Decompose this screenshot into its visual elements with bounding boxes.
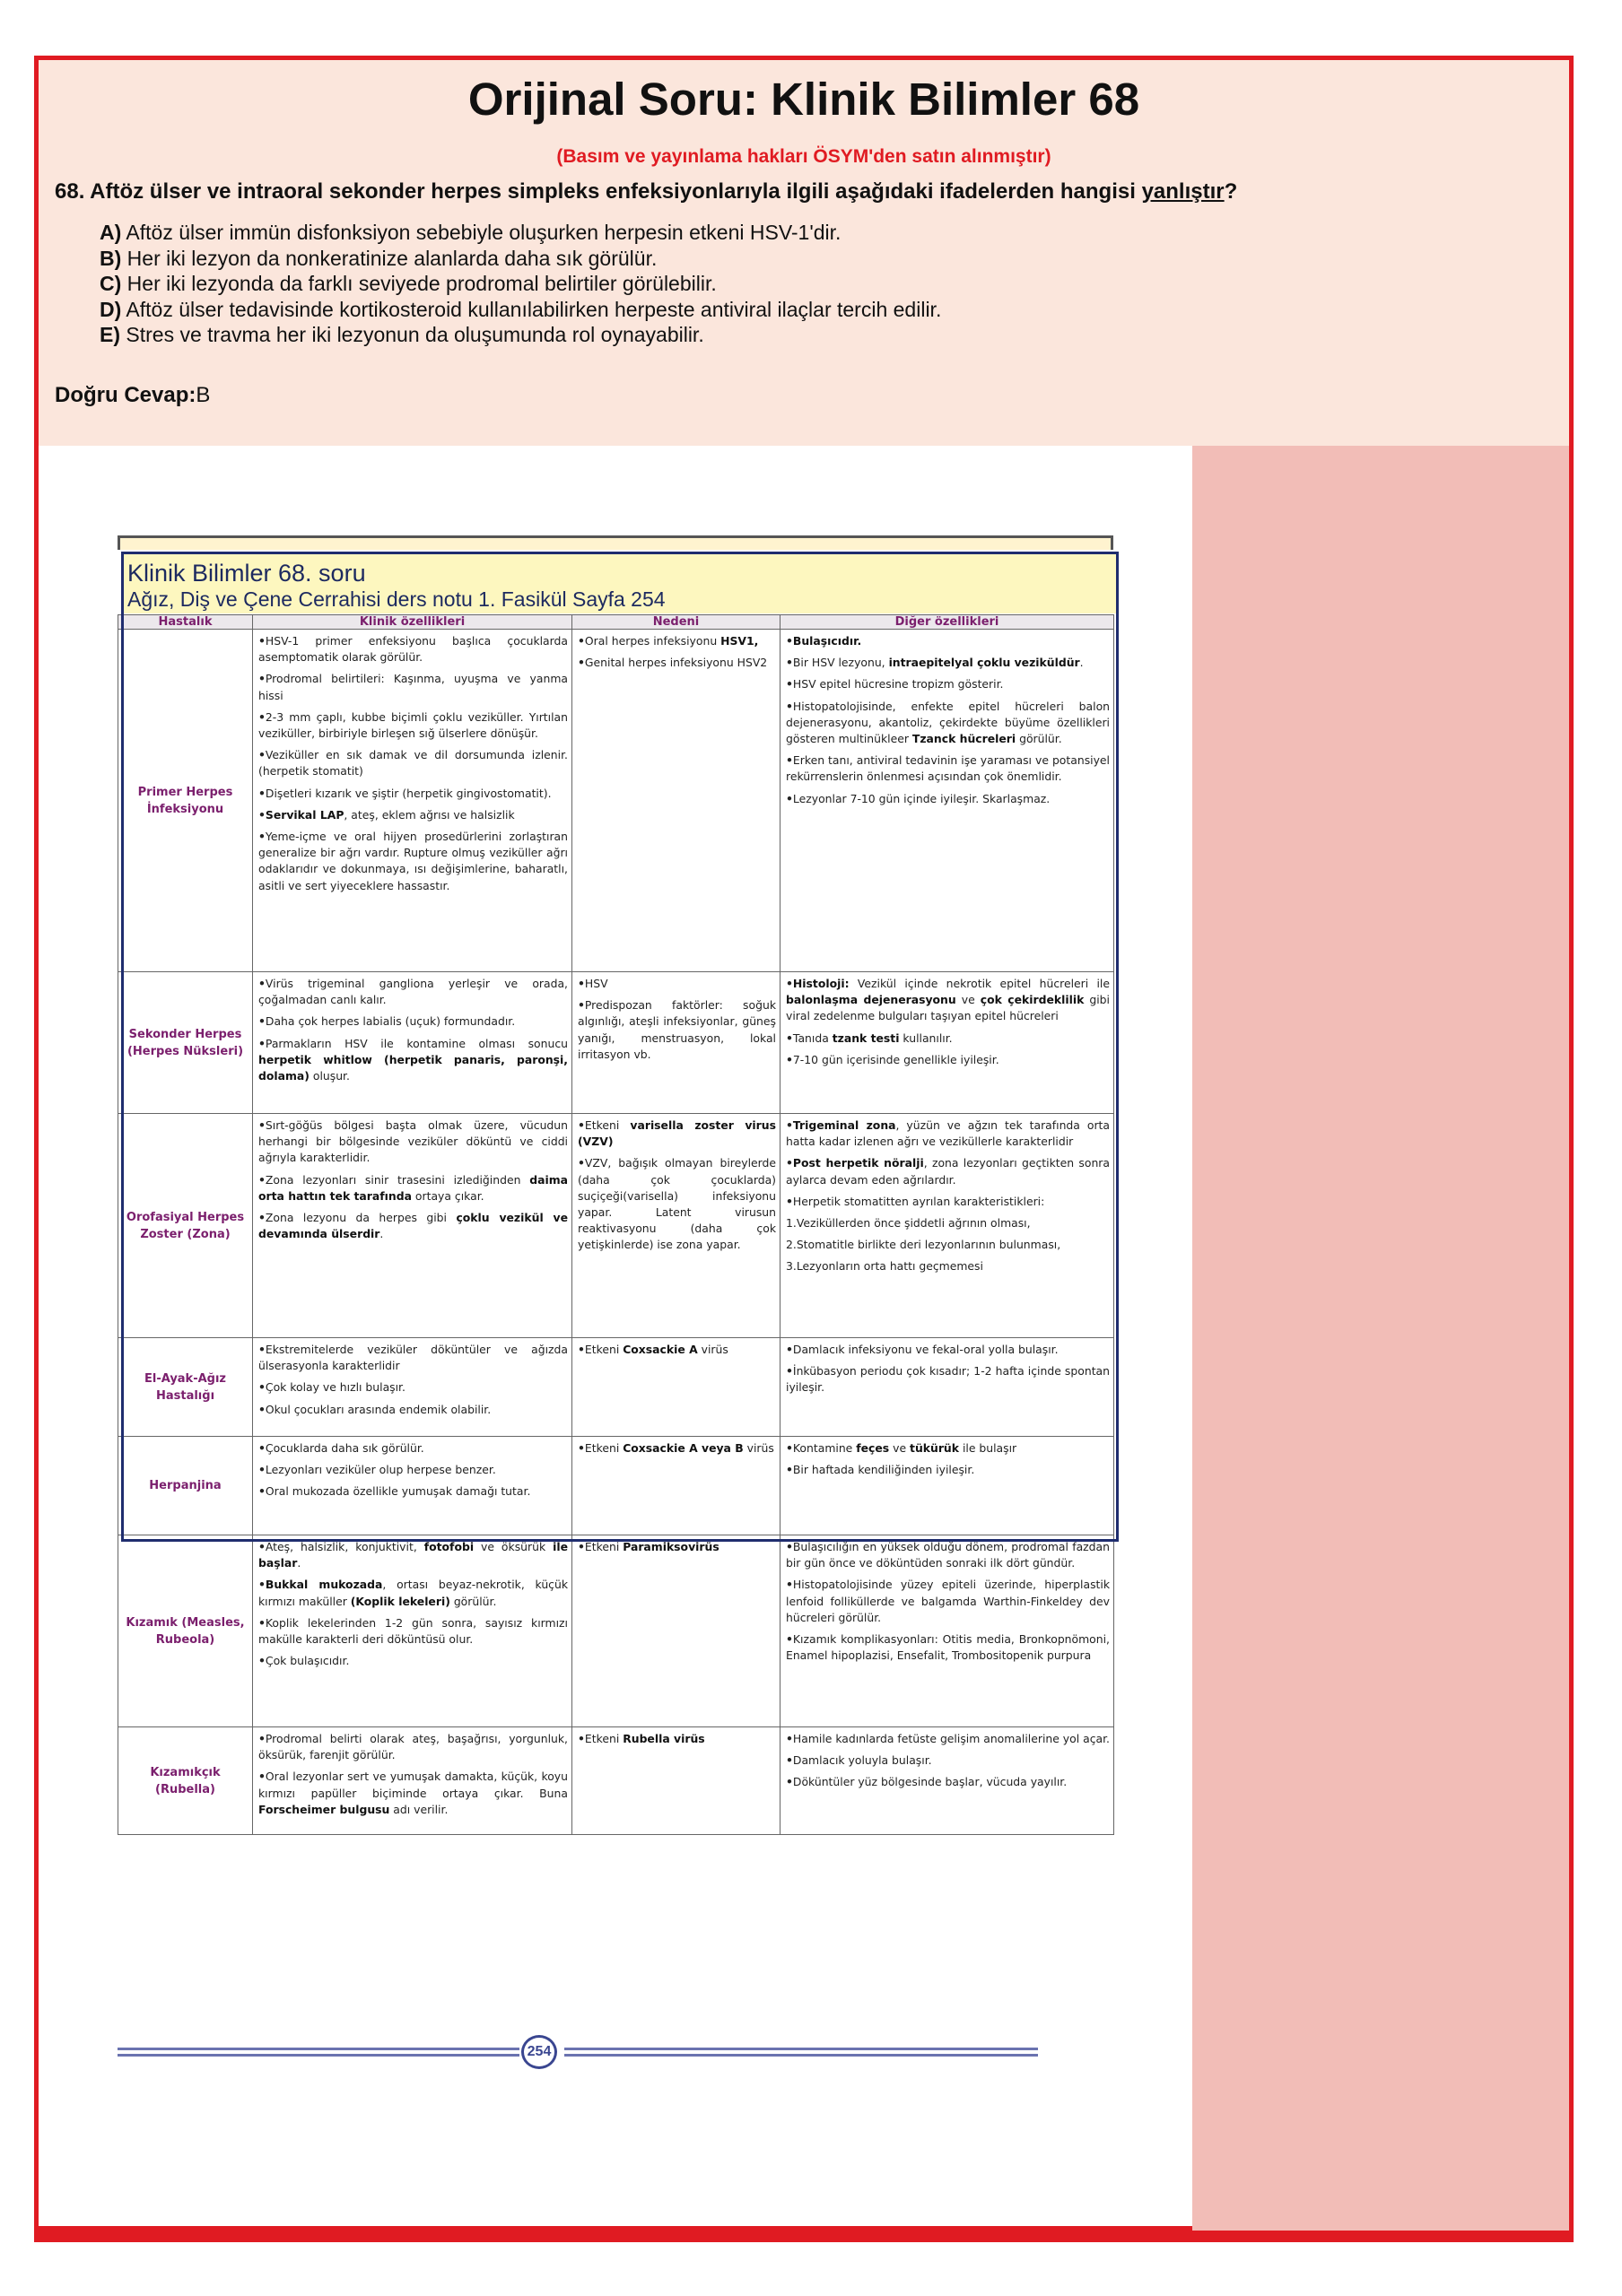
list-item: • Genital herpes infeksiyonu HSV2	[578, 655, 776, 671]
side-band	[1192, 446, 1569, 2231]
option-letter: E)	[100, 323, 120, 346]
list-item: • Veziküller en sık damak ve dil dorsumunda izlenir. (herpetik stomatit)	[258, 747, 568, 779]
list-item: • Tanıda tzank testi kullanılır.	[786, 1031, 1110, 1047]
page-frame	[34, 56, 1574, 2242]
column-header: Hastalık	[118, 615, 253, 630]
option-b	[100, 246, 1445, 272]
list-item: • Bukkal mukozada, ortası beyaz-nekrotik, küçük kırmızı maküller (Koplik lekeleri) görülür.	[258, 1577, 568, 1609]
textbook-excerpt	[118, 535, 1113, 2059]
page-number: 254	[521, 2035, 557, 2069]
option-letter: B)	[100, 246, 122, 270]
table-header-row	[118, 615, 1114, 630]
list-item: 3.Lezyonların orta hattı geçmemesi	[786, 1259, 983, 1274]
disease-name: Kızamık (Measles, Rubeola)	[118, 1535, 253, 1727]
option-letter: D)	[100, 297, 122, 321]
list-item: • Zona lezyonu da herpes gibi çoklu vezikül ve devamında ülserdir.	[258, 1210, 568, 1242]
list-item: • Herpetik stomatitten ayrılan karakteristikleri:	[786, 1194, 1110, 1210]
other-cell	[780, 1338, 1114, 1437]
list-item: • Daha çok herpes labialis (uçuk) formundadır.	[258, 1013, 568, 1030]
book-header-strip	[118, 535, 1113, 550]
page-number-bar	[118, 2035, 1113, 2071]
copyright-notice: (Basım ve yayınlama hakları ÖSYM'den satın alınmıştır)	[556, 146, 1051, 167]
option-text: Aftöz ülser tedavisinde kortikosteroid kullanılabilirken herpeste antiviral ilaçlar tercih edilir.	[121, 297, 942, 321]
page-title: Orijinal Soru: Klinik Bilimler 68	[467, 74, 1140, 125]
other-cell	[780, 1437, 1114, 1535]
page-rule-left	[118, 2048, 519, 2057]
disease-name: Orofasiyal Herpes Zoster (Zona)	[118, 1114, 253, 1338]
option-letter: C)	[100, 272, 122, 295]
list-item: • Damlacık yoluyla bulaşır.	[786, 1752, 1110, 1769]
list-item: • Ateş, halsizlik, konjuktivit, fotofobi ve öksürük ile başlar.	[258, 1539, 568, 1571]
list-item: 2.Stomatitle birlikte deri lezyonlarının bulunması,	[786, 1238, 1061, 1252]
list-item: • HSV epitel hücresine tropizm gösterir.	[786, 676, 1110, 692]
clinical-cell	[253, 1727, 572, 1835]
list-item: • Oral mukozada özellikle yumuşak damağı tutar.	[258, 1483, 568, 1500]
list-item: • Prodromal belirti olarak ateş, başağrısı, yorgunluk, öksürük, farenjit görülür.	[258, 1731, 568, 1763]
other-cell	[780, 630, 1114, 972]
list-item: 1.Veziküllerden önce şiddetli ağrının olması,	[786, 1216, 1031, 1231]
list-item: • Hamile kadınlarda fetüste gelişim anomalilerine yol açar.	[786, 1731, 1110, 1747]
clinical-cell	[253, 1535, 572, 1727]
list-item: • Bir haftada kendiliğinden iyileşir.	[786, 1462, 1110, 1478]
list-item: • Servikal LAP, ateş, eklem ağrısı ve halsizlik	[258, 807, 568, 823]
question-text: 68. Aftöz ülser ve intraoral sekonder herpes simpleks enfeksiyonlarıyla ilgili aşağıdaki ifadelerden hangisi	[55, 179, 1142, 204]
column-header: Diğer özellikleri	[780, 615, 1114, 630]
list-item: • HSV-1 primer enfeksiyonu başlıca çocuklarda asemptomatik olarak görülür.	[258, 633, 568, 665]
list-item: • Sırt-göğüs bölgesi başta olmak üzere, vücudun herhangi bir bölgesinde veziküler döküntü ve ciddi ağrıyla karakterlidir.	[258, 1118, 568, 1167]
list-item: • Damlacık infeksiyonu ve fekal-oral yolla bulaşır.	[786, 1342, 1110, 1358]
option-text: Her iki lezyonda da farklı seviyede prodromal belirtiler görülebilir.	[121, 272, 717, 295]
disease-name: El-Ayak-Ağız Hastalığı	[118, 1338, 253, 1437]
other-cell	[780, 1727, 1114, 1835]
list-item: • Kontamine feçes ve tükürük ile bulaşır	[786, 1440, 1110, 1457]
question-emphasis: yanlıştır	[1141, 179, 1225, 204]
list-item: • Çok kolay ve hızlı bulaşır.	[258, 1379, 568, 1396]
list-item: • Parmakların HSV ile kontamine olması sonucu herpetik whitlow (herpetik panaris, paronşi, dolama) oluşur.	[258, 1036, 568, 1085]
option-text: Aftöz ülser immün disfonksiyon sebebiyle oluşurken herpesin etkeni HSV-1'dir.	[121, 221, 842, 244]
list-item: • Koplik lekelerinden 1-2 gün sonra, sayısız kırmızı makülle karakterli deri döküntüsü olur.	[258, 1615, 568, 1648]
list-item: • Lezyonlar 7-10 gün içinde iyileşir. Skarlaşmaz.	[786, 791, 1110, 807]
option-a	[100, 220, 1445, 246]
list-item: • HSV	[578, 976, 776, 992]
list-item: • Çok bulaşıcıdır.	[258, 1653, 568, 1669]
list-item: • Çocuklarda daha sık görülür.	[258, 1440, 568, 1457]
list-item: • 7-10 gün içerisinde genellikle iyileşir.	[786, 1052, 1110, 1068]
list-item: • Lezyonları veziküler olup herpese benzer.	[258, 1462, 568, 1478]
cause-cell	[572, 1727, 780, 1835]
list-item: • İnkübasyon periodu çok kısadır; 1-2 hafta içinde spontan iyileşir.	[786, 1363, 1110, 1396]
answer-label: Doğru Cevap:	[55, 383, 196, 407]
table-row	[118, 1114, 1114, 1338]
list-item: • VZV, bağışık olmayan bireylerde (daha çok çocuklarda) suçiçeği(varisella) infeksiyonu yapar. Latent virusun reaktivasyonu (daha çok yetişkinlerde) ise zona yapar.	[578, 1155, 776, 1253]
list-item: • Post herpetik nöralji, zona lezyonları geçtikten sonra aylarca devam eden ağrılardır.	[786, 1155, 1110, 1187]
disease-name: Kızamıkçık (Rubella)	[118, 1727, 253, 1835]
table-row	[118, 1535, 1114, 1727]
answer-value: B	[196, 383, 211, 407]
disease-name: Sekonder Herpes (Herpes Nüksleri)	[118, 972, 253, 1114]
list-item: • Zona lezyonları sinir trasesini izlediğinden daima orta hattın tek tarafında ortaya çıkar.	[258, 1172, 568, 1205]
list-item: • Trigeminal zona, yüzün ve ağzın tek tarafında orta hatta kadar izlenen ağrı ve veziküllerle karakterlidir	[786, 1118, 1110, 1150]
correct-answer	[55, 383, 210, 408]
note-header	[124, 554, 1116, 613]
option-letter: A)	[100, 221, 122, 244]
cause-cell	[572, 1437, 780, 1535]
list-item: • Histoloji: Vezikül içinde nekrotik epitel hücreleri ile balonlaşma dejenerasyonu ve çok çekirdeklilik gibi viral zedelenme bulguları taşıyan epitel hücreleri	[786, 976, 1110, 1025]
question-stem	[55, 178, 1544, 205]
question-panel	[39, 60, 1569, 446]
list-item: • Bir HSV lezyonu, intraepitelyal çoklu veziküldür.	[786, 655, 1110, 671]
cause-cell	[572, 972, 780, 1114]
list-item: • Predispozan faktörler: soğuk algınlığı, ateşli infeksiyonlar, güneş yanığı, menstruasyon, lokal irritasyon vb.	[578, 997, 776, 1063]
note-subtitle: Ağız, Diş ve Çene Cerrahisi ders notu 1. Fasikül Sayfa 254	[127, 587, 666, 611]
list-item: • Ekstremitelerde veziküler döküntüler ve ağızda ülserasyonla karakterlidir	[258, 1342, 568, 1374]
list-item: • Oral lezyonlar sert ve yumuşak damakta, küçük, koyu kırmızı papüller biçiminde ortaya çıkar. Buna Forscheimer bulgusu adı verilir.	[258, 1769, 568, 1818]
table-row	[118, 972, 1114, 1114]
cause-cell	[572, 1535, 780, 1727]
list-item: • Histopatolojisinde, enfekte epitel hücreleri balon dejenerasyonu, akantoliz, çekirdekte büyüme özellikleri gösteren multinükleer Tzanck hücreleri görülür.	[786, 699, 1110, 748]
list-item: • Okul çocukları arasında endemik olabilir.	[258, 1402, 568, 1418]
table-body	[118, 630, 1114, 1835]
cause-cell	[572, 1114, 780, 1338]
clinical-cell	[253, 1437, 572, 1535]
table-row	[118, 630, 1114, 972]
list-item: • Bulaşıcılığın en yüksek olduğu dönem, prodromal fazdan bir gün önce ve döküntüden sonraki ilk dört gündür.	[786, 1539, 1110, 1571]
list-item: • Etkeni varisella zoster virus (VZV)	[578, 1118, 776, 1150]
disease-name: Herpanjina	[118, 1437, 253, 1535]
list-item: • Yeme-içme ve oral hijyen prosedürlerini zorlaştıran generalize bir ağrı vardır. Rupture olmuş veziküller ağrı odaklarıdır ve dokunmaya, ısı değişimlerine, baharatlı, asitli ve sert yiyeceklere hassastır.	[258, 829, 568, 894]
list-item: • Erken tanı, antiviral tedavinin işe yaraması ve potansiyel rekürrenslerin önlenmesi açısından çok önemlidir.	[786, 752, 1110, 785]
list-item: • Virüs trigeminal gangliona yerleşir ve orada, çoğalmadan canlı kalır.	[258, 976, 568, 1008]
list-item: • Etkeni Rubella virüs	[578, 1731, 776, 1747]
table-row	[118, 1338, 1114, 1437]
page-rule-right	[564, 2048, 1038, 2057]
question-end: ?	[1224, 179, 1238, 204]
option-text: Stres ve travma her iki lezyonun da oluşumunda rol oynayabilir.	[120, 323, 704, 346]
other-cell	[780, 1114, 1114, 1338]
disease-table	[118, 614, 1114, 1835]
disease-name: Primer Herpes İnfeksiyonu	[118, 630, 253, 972]
clinical-cell	[253, 1114, 572, 1338]
list-item: • Kızamık komplikasyonları: Otitis media, Bronkopnömoni, Enamel hipoplazisi, Ensefalit, Trombositopenik purpura	[786, 1631, 1110, 1664]
list-item: • Prodromal belirtileri: Kaşınma, uyuşma ve yanma hissi	[258, 671, 568, 703]
list-item: • Döküntüler yüz bölgesinde başlar, vücuda yayılır.	[786, 1774, 1110, 1790]
list-item: • Etkeni Coxsackie A veya B virüs	[578, 1440, 776, 1457]
clinical-cell	[253, 630, 572, 972]
option-e	[100, 322, 1445, 348]
column-header: Nedeni	[572, 615, 780, 630]
list-item: • Etkeni Paramiksovirüs	[578, 1539, 776, 1555]
clinical-cell	[253, 972, 572, 1114]
list-item: • Histopatolojisinde yüzey epiteli üzerinde, hiperplastik lenfoid folliküllerde ve balgamda Warthin-Finkeldey dev hücreleri görülür.	[786, 1577, 1110, 1626]
table-row	[118, 1437, 1114, 1535]
list-item: • Etkeni Coxsackie A virüs	[578, 1342, 776, 1358]
column-header: Klinik özellikleri	[253, 615, 572, 630]
cause-cell	[572, 1338, 780, 1437]
answer-options	[100, 220, 1445, 348]
option-text: Her iki lezyon da nonkeratinize alanlarda daha sık görülür.	[121, 246, 658, 270]
clinical-cell	[253, 1338, 572, 1437]
list-item: • Bulaşıcıdır.	[786, 633, 1110, 649]
option-d	[100, 297, 1445, 323]
list-item: • Oral herpes infeksiyonu HSV1,	[578, 633, 776, 649]
other-cell	[780, 972, 1114, 1114]
other-cell	[780, 1535, 1114, 1727]
option-c	[100, 271, 1445, 297]
table-row	[118, 1727, 1114, 1835]
cause-cell	[572, 630, 780, 972]
list-item: • Dişetleri kızarık ve şiştir (herpetik gingivostomatit).	[258, 786, 568, 802]
list-item: • 2-3 mm çaplı, kubbe biçimli çoklu veziküller. Yırtılan veziküller, birbiriyle birleşen sığ ülserlere dönüşür.	[258, 709, 568, 742]
note-title: Klinik Bilimler 68. soru	[127, 560, 366, 587]
